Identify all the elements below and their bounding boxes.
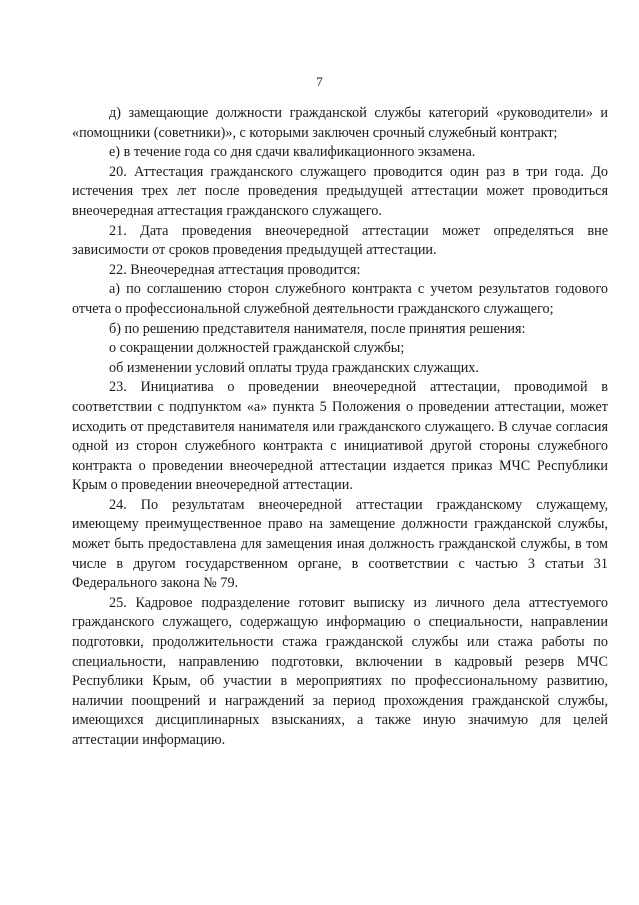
paragraph-22-item-b: б) по решению представителя нанимателя, после принятия решения:: [109, 320, 526, 337]
paragraph-item-d: д) замещающие должности гражданской службы категорий «руководители» и «помощники (советники)», с которыми заключен срочный служебный контракт;: [72, 105, 608, 141]
paragraph-24: 24. По результатам внеочередной аттестации гражданскому служащему, имеющему преимущественное право на замещение должности гражданской службы, может быть предоставлена для замещения иная должность гражданской службы, в том числе в другом государственном органе, в соответствии с частью 3 статьи 31 Федерального закона № 79.: [72, 496, 608, 592]
paragraph-25: 25. Кадровое подразделение готовит выписку из личного дела аттестуемого гражданского служащего, содержащую информацию о специальности, направлении подготовки, продолжительности стажа гражданской службы или стажа работы по специальности, направлению подготовки, включении в кадровый резерв МЧС Республики Крым, об участии в мероприятиях по профессиональному развитию, наличии поощрений и награждений за период прохождения гражданской службы, имеющихся дисциплинарных взысканиях, а также иную значимую для целей аттестации информацию.: [72, 594, 608, 748]
paragraph-22-item-a: а) по соглашению сторон служебного контракта с учетом результатов годового отчета о профессиональной служебной деятельности гражданского служащего;: [72, 281, 608, 317]
paragraph-22-item-b-1: о сокращении должностей гражданской службы;: [109, 340, 405, 357]
page-number: 7: [316, 74, 323, 89]
paragraph-22-item-b-2: об изменении условий оплаты труда гражданских служащих.: [109, 359, 479, 376]
document-body: [72, 104, 608, 751]
paragraph-21: 21. Дата проведения внеочередной аттестации может определяться вне зависимости от сроков проведения предыдущей аттестации.: [72, 222, 608, 259]
paragraph-item-e: е) в течение года со дня сдачи квалификационного экзамена.: [109, 144, 476, 161]
paragraph-22: 22. Внеочередная аттестация проводится:: [109, 261, 361, 278]
paragraph-20: 20. Аттестация гражданского служащего проводится один раз в три года. До истечения трех лет после проведения предыдущей аттестации может проводиться внеочередная аттестация гражданского служащего.: [72, 163, 608, 219]
paragraph-23: 23. Инициатива о проведении внеочередной аттестации, проводимой в соответствии с подпунктом «а» пункта 5 Положения о проведении аттестации, может исходить от представителя нанимателя или гражданского служащего. В случае согласия одной из сторон служебного контракта с инициативой другой стороны служебного контракта о проведении внеочередной аттестации издается приказ МЧС Республики Крым о проведении внеочередной аттестации.: [72, 379, 608, 494]
